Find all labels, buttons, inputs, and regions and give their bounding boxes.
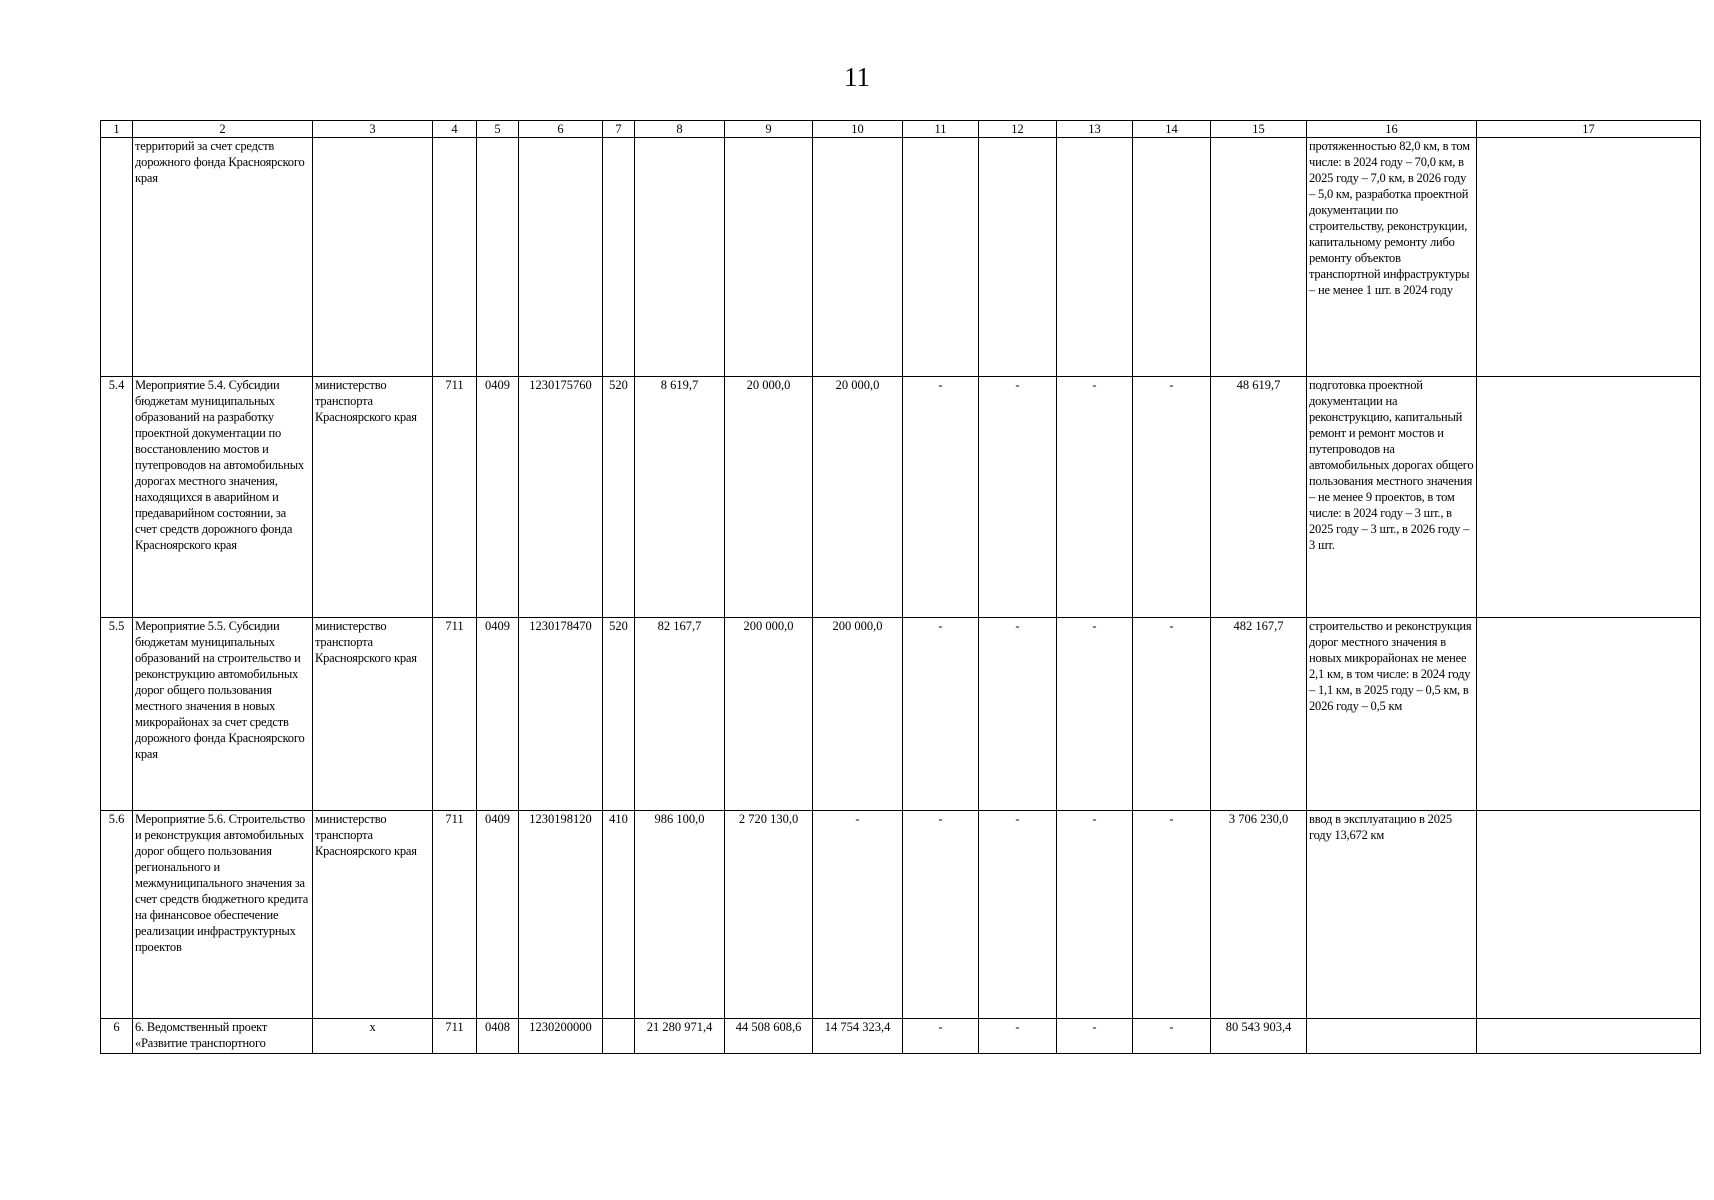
value-col-13-cell: -	[1057, 1019, 1133, 1054]
amount-2026-cell: 14 754 323,4	[813, 1019, 903, 1054]
amount-2024-cell: 986 100,0	[635, 811, 725, 1019]
section-code-cell: 0409	[477, 811, 519, 1019]
executor-cell: х	[313, 1019, 433, 1054]
target-article-code-cell: 1230198120	[519, 811, 603, 1019]
grbs-code-cell: 711	[433, 618, 477, 811]
row-number-cell	[101, 138, 133, 377]
expense-type-code-cell	[603, 1019, 635, 1054]
table-row	[101, 377, 1701, 618]
expense-type-code-cell: 410	[603, 811, 635, 1019]
amount-2025-cell: 20 000,0	[725, 377, 813, 618]
amount-2024-cell	[635, 138, 725, 377]
col-header: 16	[1307, 121, 1477, 138]
measure-name-cell: Мероприятие 5.6. Строительство и реконструкция автомобильных дорог общего пользования регионального и межмуниципального значения за счет средств бюджетного кредита на финансовое обеспечение реализации инфраструктурных проектов	[133, 811, 313, 1019]
row-number-cell: 5.5	[101, 618, 133, 811]
amount-2026-cell	[813, 138, 903, 377]
value-col-11-cell: -	[903, 1019, 979, 1054]
grbs-code-cell: 711	[433, 377, 477, 618]
expense-type-code-cell: 520	[603, 377, 635, 618]
value-col-11-cell	[903, 138, 979, 377]
value-col-17-cell	[1477, 811, 1701, 1019]
value-col-12-cell: -	[979, 1019, 1057, 1054]
target-article-code-cell: 1230175760	[519, 377, 603, 618]
row-number-cell: 5.6	[101, 811, 133, 1019]
budget-table	[100, 120, 1701, 1054]
row-number-cell: 6	[101, 1019, 133, 1054]
executor-cell	[313, 138, 433, 377]
value-col-12-cell	[979, 138, 1057, 377]
amount-total-cell: 48 619,7	[1211, 377, 1307, 618]
expected-result-cell: строительство и реконструкция дорог местного значения в новых микрорайонах не менее 2,1 км, в том числе: в 2024 году – 1,1 км, в 2025 году – 0,5 км, в 2026 году – 0,5 км	[1307, 618, 1477, 811]
value-col-14-cell	[1133, 138, 1211, 377]
executor-cell: министерство транспорта Красноярского края	[313, 377, 433, 618]
amount-2025-cell: 44 508 608,6	[725, 1019, 813, 1054]
value-col-11-cell: -	[903, 618, 979, 811]
col-header: 11	[903, 121, 979, 138]
col-header: 1	[101, 121, 133, 138]
expected-result-cell: подготовка проектной документации на реконструкцию, капитальный ремонт и ремонт мостов и путепроводов на автомобильных дорогах общего пользования местного значения – не менее 9 проектов, в том числе: в 2024 году – 3 шт., в 2025 году – 3 шт., в 2026 году – 3 шт.	[1307, 377, 1477, 618]
col-header: 9	[725, 121, 813, 138]
value-col-17-cell	[1477, 1019, 1701, 1054]
measure-name-cell: территорий за счет средств дорожного фонда Красноярского края	[133, 138, 313, 377]
col-header: 5	[477, 121, 519, 138]
amount-total-cell	[1211, 138, 1307, 377]
col-header: 6	[519, 121, 603, 138]
col-header: 13	[1057, 121, 1133, 138]
expected-result-cell: протяженностью 82,0 км, в том числе: в 2024 году – 70,0 км, в 2025 году – 7,0 км, в 2026 году – 5,0 км, разработка проектной документации по строительству, реконструкции, капитальному ремонту либо ремонту объектов транспортной инфраструктуры – не менее 1 шт. в 2024 году	[1307, 138, 1477, 377]
amount-2025-cell: 2 720 130,0	[725, 811, 813, 1019]
col-header: 17	[1477, 121, 1701, 138]
value-col-14-cell: -	[1133, 618, 1211, 811]
expected-result-cell	[1307, 1019, 1477, 1054]
value-col-14-cell: -	[1133, 377, 1211, 618]
value-col-13-cell: -	[1057, 377, 1133, 618]
amount-2024-cell: 82 167,7	[635, 618, 725, 811]
target-article-code-cell: 1230178470	[519, 618, 603, 811]
value-col-11-cell: -	[903, 811, 979, 1019]
col-header: 15	[1211, 121, 1307, 138]
section-code-cell: 0408	[477, 1019, 519, 1054]
amount-2026-cell: 200 000,0	[813, 618, 903, 811]
measure-name-cell: Мероприятие 5.5. Субсидии бюджетам муниципальных образований на строительство и реконструкцию автомобильных дорог общего пользования местного значения в новых микрорайонах за счет средств дорожного фонда Красноярского края	[133, 618, 313, 811]
header-row	[101, 121, 1701, 138]
col-header: 10	[813, 121, 903, 138]
table-row	[101, 1019, 1701, 1054]
value-col-12-cell: -	[979, 618, 1057, 811]
section-code-cell	[477, 138, 519, 377]
value-col-17-cell	[1477, 618, 1701, 811]
table-row	[101, 138, 1701, 377]
col-header: 7	[603, 121, 635, 138]
amount-2026-cell: 20 000,0	[813, 377, 903, 618]
col-header: 3	[313, 121, 433, 138]
value-col-14-cell: -	[1133, 811, 1211, 1019]
row-number-cell: 5.4	[101, 377, 133, 618]
value-col-12-cell: -	[979, 811, 1057, 1019]
value-col-14-cell: -	[1133, 1019, 1211, 1054]
amount-2026-cell: -	[813, 811, 903, 1019]
col-header: 4	[433, 121, 477, 138]
table-row	[101, 811, 1701, 1019]
table-row	[101, 618, 1701, 811]
grbs-code-cell: 711	[433, 811, 477, 1019]
section-code-cell: 0409	[477, 618, 519, 811]
value-col-13-cell: -	[1057, 618, 1133, 811]
value-col-11-cell: -	[903, 377, 979, 618]
expense-type-code-cell: 520	[603, 618, 635, 811]
value-col-12-cell: -	[979, 377, 1057, 618]
measure-name-cell: 6. Ведомственный проект «Развитие транспортного	[133, 1019, 313, 1054]
amount-2025-cell	[725, 138, 813, 377]
amount-2024-cell: 21 280 971,4	[635, 1019, 725, 1054]
value-col-17-cell	[1477, 377, 1701, 618]
executor-cell: министерство транспорта Красноярского края	[313, 618, 433, 811]
col-header: 2	[133, 121, 313, 138]
amount-2024-cell: 8 619,7	[635, 377, 725, 618]
value-col-17-cell	[1477, 138, 1701, 377]
amount-2025-cell: 200 000,0	[725, 618, 813, 811]
target-article-code-cell	[519, 138, 603, 377]
col-header: 8	[635, 121, 725, 138]
page-number: 11	[844, 62, 870, 92]
grbs-code-cell	[433, 138, 477, 377]
value-col-13-cell: -	[1057, 811, 1133, 1019]
measure-name-cell: Мероприятие 5.4. Субсидии бюджетам муниципальных образований на разработку проектной документации по восстановлению мостов и путепроводов на автомобильных дорогах местного значения, находящихся в аварийном и предаварийном состоянии, за счет средств дорожного фонда Красноярского края	[133, 377, 313, 618]
expense-type-code-cell	[603, 138, 635, 377]
value-col-13-cell	[1057, 138, 1133, 377]
col-header: 14	[1133, 121, 1211, 138]
section-code-cell: 0409	[477, 377, 519, 618]
target-article-code-cell: 1230200000	[519, 1019, 603, 1054]
executor-cell: министерство транспорта Красноярского края	[313, 811, 433, 1019]
amount-total-cell: 80 543 903,4	[1211, 1019, 1307, 1054]
amount-total-cell: 482 167,7	[1211, 618, 1307, 811]
grbs-code-cell: 711	[433, 1019, 477, 1054]
amount-total-cell: 3 706 230,0	[1211, 811, 1307, 1019]
expected-result-cell: ввод в эксплуатацию в 2025 году 13,672 км	[1307, 811, 1477, 1019]
col-header: 12	[979, 121, 1057, 138]
